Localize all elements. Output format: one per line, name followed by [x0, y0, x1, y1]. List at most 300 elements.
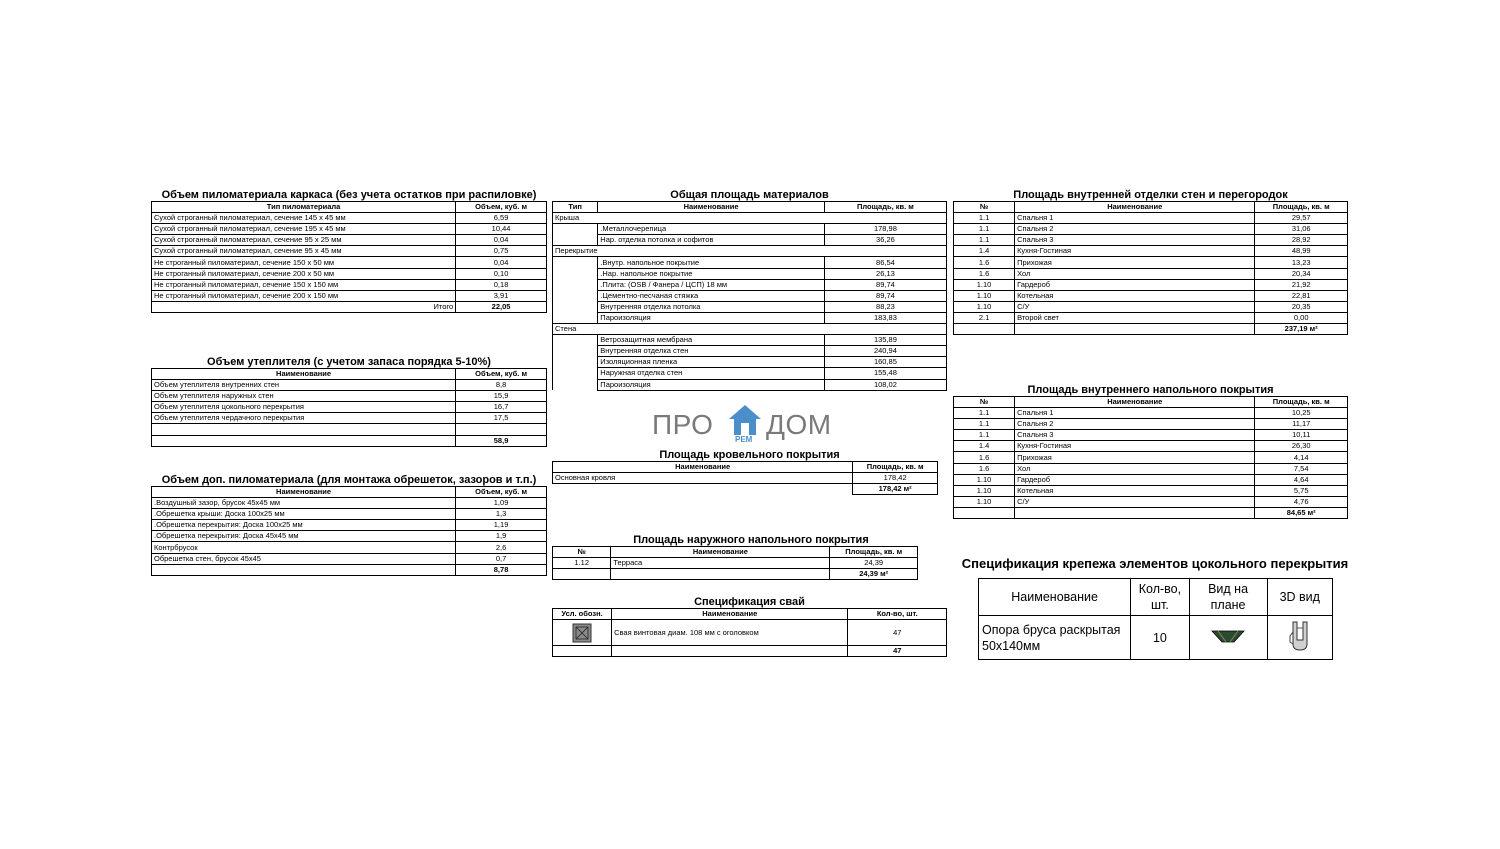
- table-cell: Не строганный пиломатериал, сечение 150 х 150 мм: [152, 279, 456, 290]
- table-cell: [152, 424, 456, 435]
- table-cell: .Обрешетка перекрытия: Доска 45х45 мм: [152, 531, 456, 542]
- table-row: [954, 279, 1348, 290]
- empty-cell: [954, 507, 1015, 518]
- column-header: Площадь, кв. м: [1255, 397, 1348, 408]
- table-header-row: [979, 579, 1333, 616]
- table-cell: 1.10: [954, 485, 1015, 496]
- table-cell: Объем утеплителя цокольного перекрытия: [152, 402, 456, 413]
- table-row: [954, 430, 1348, 441]
- extra-lumber-section: [151, 474, 547, 576]
- column-header: Тип пиломатериала: [152, 202, 456, 213]
- table-cell: 4,14: [1255, 452, 1348, 463]
- insulation-section: [151, 356, 547, 447]
- table-cell: Нар. отделка потолка и софитов: [598, 235, 825, 246]
- table-row: [553, 379, 947, 390]
- table-cell: Основная кровля: [553, 473, 853, 484]
- table-row: [152, 402, 547, 413]
- group-indent: [553, 279, 598, 290]
- table-cell: 160,85: [824, 357, 946, 368]
- table-cell: 26,30: [1255, 441, 1348, 452]
- column-header: Наименование: [612, 609, 848, 620]
- table-cell: Гардероб: [1015, 279, 1255, 290]
- table-cell: 0,10: [456, 268, 547, 279]
- table-row: [979, 616, 1333, 660]
- column-header: Объем, куб. м: [456, 202, 547, 213]
- table-row: [954, 268, 1348, 279]
- table-header-row: [954, 397, 1348, 408]
- total-row: [152, 564, 547, 575]
- table-cell: .Металлочерепица: [598, 224, 825, 235]
- total-row: [553, 484, 938, 495]
- column-header: №: [954, 397, 1015, 408]
- table-row: [954, 312, 1348, 323]
- table-row: [152, 391, 547, 402]
- table-cell: Хол: [1015, 463, 1255, 474]
- table-cell: 13,23: [1255, 257, 1348, 268]
- table-cell: 20,35: [1255, 301, 1348, 312]
- table-cell: Опора бруса раскрытая 50х140мм: [979, 616, 1131, 660]
- table-cell: 1.6: [954, 257, 1015, 268]
- table-row: [152, 498, 547, 509]
- total-value: 237,19 м²: [1255, 324, 1348, 335]
- table-row: [553, 268, 947, 279]
- table-cell: 1.10: [954, 474, 1015, 485]
- table-cell: 29,57: [1255, 213, 1348, 224]
- floor-finish-title: Площадь внутреннего напольного покрытия: [1027, 384, 1274, 396]
- total-row: [152, 301, 547, 312]
- table-cell: .Обрешетка перекрытия: Доска 100х25 мм: [152, 520, 456, 531]
- table-row: [152, 246, 547, 257]
- table-cell: Котельная: [1015, 485, 1255, 496]
- column-header: Усл. обозн.: [553, 609, 612, 620]
- table-cell: 47: [848, 620, 947, 646]
- group-row: [553, 246, 947, 257]
- total-row: [152, 435, 547, 446]
- table-row: [152, 509, 547, 520]
- bracket-3d-icon: [1287, 620, 1313, 652]
- empty-cell: [954, 324, 1015, 335]
- wall-finish-table: [953, 201, 1348, 335]
- table-cell: 1.12: [553, 558, 611, 569]
- table-cell: 178,98: [824, 224, 946, 235]
- table-cell: 1.10: [954, 290, 1015, 301]
- table-cell: 108,02: [824, 379, 946, 390]
- total-value: 178,42 м²: [853, 484, 938, 495]
- column-header: Площадь, кв. м: [830, 547, 918, 558]
- empty-cell: [1015, 507, 1255, 518]
- table-row: [954, 474, 1348, 485]
- table-cell: Объем утеплителя чердачного перекрытия: [152, 413, 456, 424]
- table-cell: 1.1: [954, 430, 1015, 441]
- table-row: [954, 463, 1348, 474]
- table-row: [152, 553, 547, 564]
- table-cell: Объем утеплителя наружных стен: [152, 391, 456, 402]
- group-indent: [553, 257, 598, 268]
- table-row: [954, 213, 1348, 224]
- bracket-plan-view-icon: [1210, 628, 1246, 644]
- table-row: [553, 558, 918, 569]
- insulation-table: [151, 368, 547, 447]
- table-cell: Кухня-Гостиная: [1015, 441, 1255, 452]
- table-cell: 155,48: [824, 368, 946, 379]
- column-header: №: [954, 202, 1015, 213]
- materials-section: [552, 189, 947, 391]
- table-row: [152, 213, 547, 224]
- table-cell: Терраса: [611, 558, 830, 569]
- table-cell: Изоляционная пленка: [598, 357, 825, 368]
- table-cell: Спальня 3: [1015, 430, 1255, 441]
- table-row: [152, 520, 547, 531]
- fasteners-section: [960, 556, 1350, 660]
- table-row: [152, 424, 547, 435]
- table-row: [152, 257, 547, 268]
- column-header: Площадь, кв. м: [1255, 202, 1348, 213]
- table-header-row: [954, 202, 1348, 213]
- table-cell: Контрбрусок: [152, 542, 456, 553]
- table-cell: 3,91: [456, 290, 547, 301]
- column-header: Наименование: [979, 579, 1131, 616]
- table-cell: 0,18: [456, 279, 547, 290]
- table-cell: Котельная: [1015, 290, 1255, 301]
- table-header-row: [553, 547, 918, 558]
- extra-lumber-title: Объем доп. пиломатериала (для монтажа обрешеток, зазоров и т.п.): [161, 474, 537, 486]
- empty-cell: [1015, 324, 1255, 335]
- table-row: [553, 620, 947, 646]
- table-cell: 178,42: [853, 473, 938, 484]
- table-cell: 1.10: [954, 496, 1015, 507]
- group-indent: [553, 224, 598, 235]
- column-header: Тип: [553, 202, 598, 213]
- table-cell: Спальня 1: [1015, 213, 1255, 224]
- table-cell: 1.1: [954, 408, 1015, 419]
- fasteners-table: [978, 578, 1333, 660]
- 3d-view-cell: [1267, 616, 1333, 660]
- pile-symbol-cell: [553, 620, 612, 646]
- table-row: [954, 441, 1348, 452]
- table-cell: 1.1: [954, 235, 1015, 246]
- group-row: [553, 213, 947, 224]
- table-cell: Хол: [1015, 268, 1255, 279]
- table-row: [954, 246, 1348, 257]
- table-row: [553, 335, 947, 346]
- table-row: [152, 224, 547, 235]
- column-header: Наименование: [553, 462, 853, 473]
- table-cell: Свая винтовая диам. 108 мм с оголовком: [612, 620, 848, 646]
- table-row: [954, 224, 1348, 235]
- table-cell: Спальня 2: [1015, 419, 1255, 430]
- table-cell: 4,64: [1255, 474, 1348, 485]
- table-row: [553, 235, 947, 246]
- table-cell: 36,26: [824, 235, 946, 246]
- table-cell: Сухой строганный пиломатериал, сечение 145 х 45 мм: [152, 213, 456, 224]
- table-cell: 0,04: [456, 235, 547, 246]
- table-row: [954, 496, 1348, 507]
- table-cell: 28,92: [1255, 235, 1348, 246]
- total-row: [553, 569, 918, 580]
- column-header: Наименование: [1015, 202, 1255, 213]
- logo-subtext: РЕМ: [735, 435, 753, 444]
- table-cell: 21,92: [1255, 279, 1348, 290]
- column-header: 3D вид: [1267, 579, 1333, 616]
- column-header: №: [553, 547, 611, 558]
- group-indent: [553, 235, 598, 246]
- table-cell: 26,13: [824, 268, 946, 279]
- column-header: Объем, куб. м: [456, 369, 547, 380]
- table-cell: 1,3: [456, 509, 547, 520]
- total-value: 58,9: [456, 435, 547, 446]
- table-row: [954, 235, 1348, 246]
- table-cell: 31,06: [1255, 224, 1348, 235]
- fasteners-title: Спецификация крепежа элементов цокольного перекрытия: [961, 556, 1349, 571]
- table-cell: 1,9: [456, 531, 547, 542]
- outdoor-floor-table: [552, 546, 918, 580]
- table-cell: .Воздушный зазор, брусок 45х45 мм: [152, 498, 456, 509]
- table-header-row: [152, 369, 547, 380]
- table-row: [553, 279, 947, 290]
- total-value: 22,05: [456, 301, 547, 312]
- group-indent: [553, 312, 598, 323]
- logo-text-right: ДОМ: [766, 409, 832, 440]
- table-cell: 1.6: [954, 452, 1015, 463]
- table-row: [954, 301, 1348, 312]
- group-indent: [553, 368, 598, 379]
- group-indent: [553, 301, 598, 312]
- table-row: [553, 473, 938, 484]
- table-row: [954, 419, 1348, 430]
- table-row: [553, 224, 947, 235]
- table-cell: 17,5: [456, 413, 547, 424]
- column-header: Объем, куб. м: [456, 487, 547, 498]
- table-cell: 4,76: [1255, 496, 1348, 507]
- column-header: Наименование: [152, 369, 456, 380]
- table-cell: 1,19: [456, 520, 547, 531]
- table-cell: 0,75: [456, 246, 547, 257]
- table-cell: 135,89: [824, 335, 946, 346]
- table-cell: 1.1: [954, 213, 1015, 224]
- table-row: [954, 485, 1348, 496]
- table-cell: 15,9: [456, 391, 547, 402]
- group-indent: [553, 335, 598, 346]
- table-cell: Не строганный пиломатериал, сечение 150 х 50 мм: [152, 257, 456, 268]
- column-header: Площадь, кв. м: [853, 462, 938, 473]
- table-header-row: [553, 202, 947, 213]
- total-row: [954, 324, 1348, 335]
- table-cell: 89,74: [824, 290, 946, 301]
- table-row: [954, 290, 1348, 301]
- pile-symbol-icon: [572, 623, 592, 643]
- logo-text-left: ПРО: [652, 409, 714, 440]
- group-indent: [553, 268, 598, 279]
- lumber-volume-title: Объем пиломатериала каркаса (без учета остатков при распиловке): [161, 189, 537, 201]
- column-header: Наименование: [152, 487, 456, 498]
- table-cell: С/У: [1015, 301, 1255, 312]
- table-row: [152, 268, 547, 279]
- total-value: 47: [848, 646, 947, 657]
- table-cell: Внутренняя отделка стен: [598, 346, 825, 357]
- outdoor-floor-title: Площадь наружного напольного покрытия: [633, 534, 869, 546]
- table-cell: Прихожая: [1015, 452, 1255, 463]
- total-label: [152, 435, 456, 446]
- table-cell: 48,99: [1255, 246, 1348, 257]
- materials-title: Общая площадь материалов: [670, 189, 829, 201]
- roofing-section: [552, 449, 947, 495]
- total-value: 8,78: [456, 564, 547, 575]
- table-header-row: [152, 487, 547, 498]
- table-cell: 8,8: [456, 380, 547, 391]
- column-header: Наименование: [611, 547, 830, 558]
- table-cell: [456, 424, 547, 435]
- table-cell: 1.6: [954, 268, 1015, 279]
- table-row: [553, 257, 947, 268]
- table-row: [553, 357, 947, 368]
- total-value: 24,39 м²: [830, 569, 918, 580]
- table-header-row: [553, 609, 947, 620]
- table-cell: Объем утеплителя внутренних стен: [152, 380, 456, 391]
- table-cell: .Цементно-песчаная стяжка: [598, 290, 825, 301]
- pro-dom-logo: [650, 404, 850, 444]
- table-cell: 11,17: [1255, 419, 1348, 430]
- table-row: [954, 257, 1348, 268]
- table-cell: Спальня 1: [1015, 408, 1255, 419]
- table-cell: 2,6: [456, 542, 547, 553]
- table-row: [152, 279, 547, 290]
- table-cell: 10,25: [1255, 408, 1348, 419]
- table-cell: С/У: [1015, 496, 1255, 507]
- wall-finish-section: [953, 189, 1348, 335]
- extra-lumber-table: [151, 486, 547, 576]
- table-cell: 0,04: [456, 257, 547, 268]
- table-cell: 1.4: [954, 246, 1015, 257]
- table-header-row: [553, 462, 938, 473]
- table-row: [152, 531, 547, 542]
- column-header: Наименование: [598, 202, 825, 213]
- table-cell: 7,54: [1255, 463, 1348, 474]
- table-cell: 2.1: [954, 312, 1015, 323]
- table-cell: 1.10: [954, 301, 1015, 312]
- column-header: Кол-во, шт.: [1131, 579, 1189, 616]
- group-indent: [553, 290, 598, 301]
- lumber-volume-section: [151, 189, 547, 313]
- table-cell: 0,7: [456, 553, 547, 564]
- table-row: [152, 380, 547, 391]
- table-cell: 86,54: [824, 257, 946, 268]
- table-cell: .Нар. напольное покрытие: [598, 268, 825, 279]
- table-cell: Прихожая: [1015, 257, 1255, 268]
- table-cell: 240,94: [824, 346, 946, 357]
- table-cell: Пароизоляция: [598, 379, 825, 390]
- table-cell: Спальня 2: [1015, 224, 1255, 235]
- table-cell: 1.1: [954, 224, 1015, 235]
- roofing-table: [552, 461, 938, 495]
- group-indent: [553, 346, 598, 357]
- table-cell: 1,09: [456, 498, 547, 509]
- group-indent: [553, 379, 598, 390]
- column-header: Площадь, кв. м: [824, 202, 946, 213]
- piles-section: [552, 596, 947, 657]
- table-cell: 88,23: [824, 301, 946, 312]
- column-header: Кол-во, шт.: [848, 609, 947, 620]
- total-label: [152, 564, 456, 575]
- group-row: [553, 324, 947, 335]
- table-cell: 24,39: [830, 558, 918, 569]
- table-cell: Сухой строганный пиломатериал, сечение 195 х 45 мм: [152, 224, 456, 235]
- table-row: [553, 346, 947, 357]
- table-cell: 22,81: [1255, 290, 1348, 301]
- group-type: Крыша: [553, 213, 947, 224]
- table-cell: 10: [1131, 616, 1189, 660]
- table-cell: 1.4: [954, 441, 1015, 452]
- piles-title: Спецификация свай: [694, 596, 805, 608]
- table-row: [152, 290, 547, 301]
- floor-finish-table: [953, 396, 1348, 519]
- table-cell: Наружная отделка стен: [598, 368, 825, 379]
- table-cell: 10,11: [1255, 430, 1348, 441]
- table-cell: Внутренняя отделка потолка: [598, 301, 825, 312]
- lumber-volume-table: [151, 201, 547, 313]
- table-cell: Пароизоляция: [598, 312, 825, 323]
- group-type: Перекрытие: [553, 246, 947, 257]
- table-row: [152, 542, 547, 553]
- table-cell: 20,34: [1255, 268, 1348, 279]
- wall-finish-title: Площадь внутренней отделки стен и перегородок: [1013, 189, 1288, 201]
- table-cell: Кухня-Гостиная: [1015, 246, 1255, 257]
- table-cell: .Внутр. напольное покрытие: [598, 257, 825, 268]
- column-header: Вид на плане: [1189, 579, 1267, 616]
- table-cell: .Обрешетка крыши: Доска 100х25 мм: [152, 509, 456, 520]
- table-row: [954, 452, 1348, 463]
- table-row: [152, 235, 547, 246]
- table-row: [553, 368, 947, 379]
- total-row: [954, 507, 1348, 518]
- table-cell: Сухой строганный пиломатериал, сечение 95 х 45 мм: [152, 246, 456, 257]
- table-cell: Не строганный пиломатериал, сечение 200 х 50 мм: [152, 268, 456, 279]
- materials-table: [552, 201, 947, 391]
- floor-finish-section: [953, 384, 1348, 519]
- piles-table: [552, 608, 947, 657]
- group-type: Стена: [553, 324, 947, 335]
- column-header: Наименование: [1015, 397, 1255, 408]
- table-row: [152, 413, 547, 424]
- table-cell: 5,75: [1255, 485, 1348, 496]
- table-cell: Не строганный пиломатериал, сечение 200 х 150 мм: [152, 290, 456, 301]
- table-cell: 6,59: [456, 213, 547, 224]
- table-cell: Обрешетка стен, брусок 45х45: [152, 553, 456, 564]
- table-cell: 0,00: [1255, 312, 1348, 323]
- house-icon: [728, 404, 762, 436]
- group-indent: [553, 357, 598, 368]
- table-cell: 89,74: [824, 279, 946, 290]
- table-cell: Сухой строганный пиломатериал, сечение 95 х 25 мм: [152, 235, 456, 246]
- table-cell: Гардероб: [1015, 474, 1255, 485]
- table-cell: 1.6: [954, 463, 1015, 474]
- roofing-title: Площадь кровельного покрытия: [659, 449, 840, 461]
- table-row: [954, 408, 1348, 419]
- insulation-title: Объем утеплителя (с учетом запаса порядка 5-10%): [207, 356, 491, 368]
- outdoor-floor-section: [552, 534, 947, 580]
- total-label: Итого: [152, 301, 456, 312]
- table-cell: .Плита: (OSB / Фанера / ЦСП) 18 мм: [598, 279, 825, 290]
- table-cell: Спальня 3: [1015, 235, 1255, 246]
- table-cell: Ветрозащитная мембрана: [598, 335, 825, 346]
- table-cell: 183,83: [824, 312, 946, 323]
- table-row: [553, 312, 947, 323]
- table-row: [553, 301, 947, 312]
- table-cell: 10,44: [456, 224, 547, 235]
- plan-view-cell: [1189, 616, 1267, 660]
- total-value: 84,65 м²: [1255, 507, 1348, 518]
- table-cell: Второй свет: [1015, 312, 1255, 323]
- table-cell: 1.10: [954, 279, 1015, 290]
